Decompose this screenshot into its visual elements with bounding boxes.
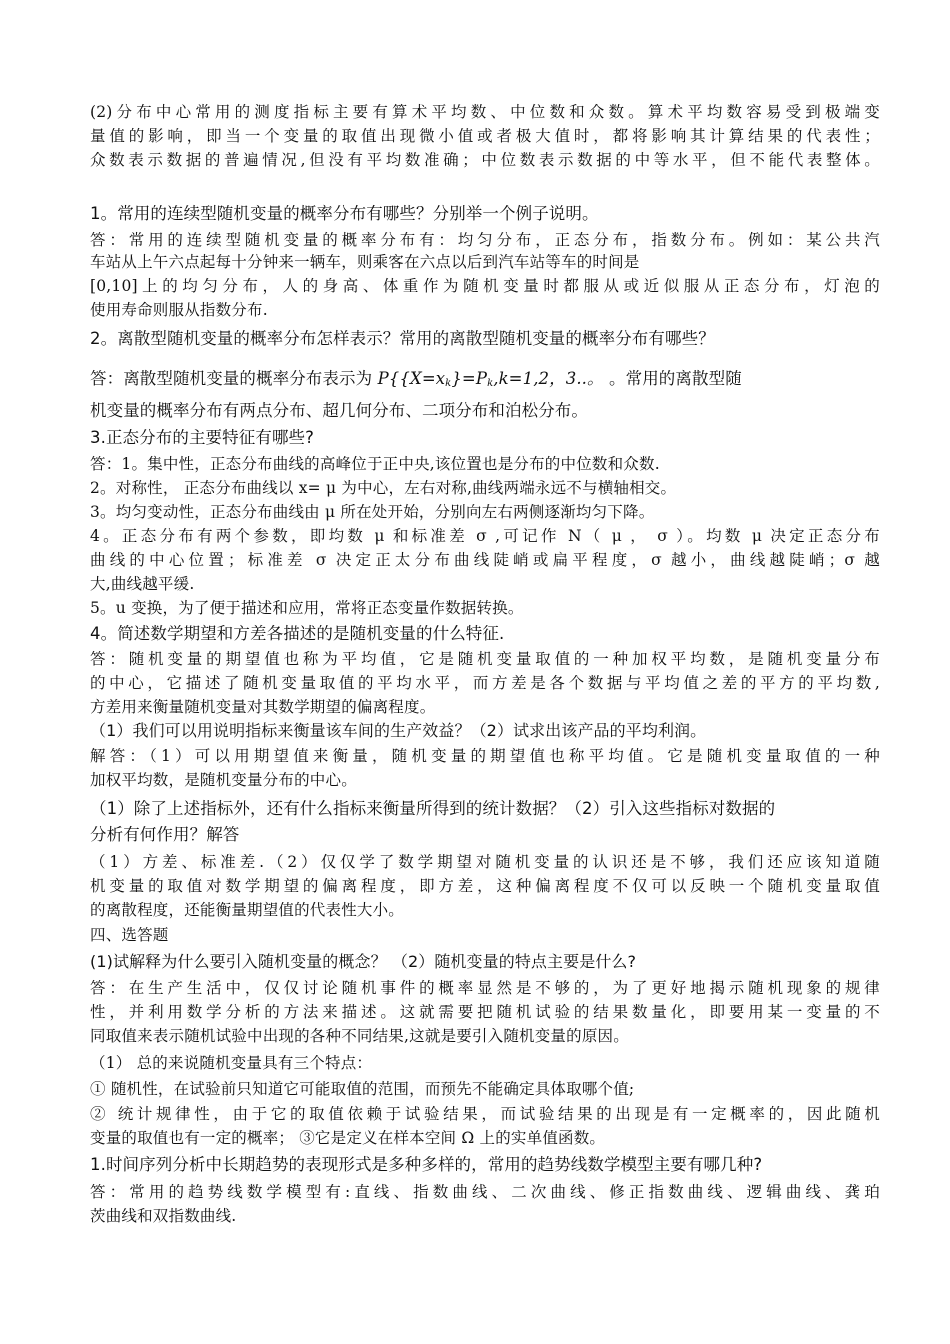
q5-answer-line-2: 加权平均数，是随机变量分布的中心。	[90, 771, 357, 789]
q3-answer-line-3: 3。均匀变动性，正态分布曲线由 μ 所在处开始，分别向左右两侧逐渐均匀下降。	[90, 503, 655, 521]
q1-answer-line-2: 车站从上午六点起每十分钟来一辆车，则乘客在六点以后到汽车站等车的时间是	[90, 253, 640, 271]
q1-answer-line-1: 答：常用的连续型随机变量的概率分布有：均匀分布，正态分布，指数分布。例如：某公共汽	[90, 231, 880, 249]
intro-line-3: 众数表示数据的普遍情况,但没有平均数准确；中位数表示数据的中等水平，但不能代表整体。	[90, 151, 880, 169]
q3-answer-line-1: 答：1。集中性，正态分布曲线的高峰位于正中央,该位置也是分布的中位数和众数.	[90, 455, 660, 473]
q4-answer-line-3: 方差用来衡量随机变量对其数学期望的偏离程度。	[90, 698, 436, 716]
section4-answer-line-3: 同取值来表示随机试验中出现的各种不同结果,这就是要引入随机变量的原因。	[90, 1027, 629, 1045]
q1-question: 1。常用的连续型随机变量的概率分布有哪些？分别举一个例子说明。	[90, 204, 599, 223]
q7-answer-line-1: 答：常用的趋势线数学模型有:直线、指数曲线、二次曲线、修正指数曲线、逻辑曲线、龚珀	[90, 1183, 880, 1201]
q7-question: 1.时间序列分析中长期趋势的表现形式是多种多样的，常用的趋势线数学模型主要有哪几种?	[90, 1155, 763, 1174]
section4-answer-line-2: 性，并利用数学分析的方法来描述。这就需要把随机试验的结果数量化，即要用某一变量的不	[90, 1003, 880, 1021]
q7-answer-line-2: 茨曲线和双指数曲线.	[90, 1207, 237, 1225]
q2-answer-prefix: 答：离散型随机变量的概率分布表示为	[90, 369, 373, 388]
q1-answer-line-4: 使用寿命则服从指数分布.	[90, 301, 268, 319]
q2-answer-line-2: 机变量的概率分布有两点分布、超几何分布、二项分布和泊松分布。	[90, 401, 588, 420]
q6-answer-line-3: 的离散程度，还能衡量期望值的代表性大小。	[90, 901, 405, 919]
q4-question: 4。简述数学期望和方差各描述的是随机变量的什么特征.	[90, 624, 505, 643]
q5-answer-line-1: 解答：（1）可以用期望值来衡量，随机变量的期望值也称平均值。它是随机变量取值的一种	[90, 747, 880, 765]
q3-answer-line-5: 曲线的中心位置；标准差 σ 决定正太分布曲线陡峭或扁平程度，σ 越小，曲线越陡峭；σ 越	[90, 551, 880, 569]
q6-question-line-2: 分析有何作用？解答	[90, 825, 240, 844]
section4-answer-line-4: （1） 总的来说随机变量具有三个特点：	[90, 1054, 373, 1072]
q3-answer-line-6: 大,曲线越平缓.	[90, 575, 195, 593]
q3-answer-line-4: 4。正态分布有两个参数，即均数 μ 和标准差 σ ,可记作 N（ μ ， σ ）。均数 μ 决定正态分布	[90, 527, 880, 545]
q2-answer-suffix: 。常用的离散型随	[609, 369, 742, 388]
q3-answer-line-2: 2。对称性， 正态分布曲线以 x= μ 为中心，左右对称,曲线两端永远不与横轴相交。	[90, 479, 677, 497]
q2-formula: $P\{\{X=x_k\}=P_k,k=1,2$，3..。	[377, 369, 604, 389]
section4-answer-line-5: ① 随机性，在试验前只知道它可能取值的范围，而预先不能确定具体取哪个值;	[90, 1080, 635, 1098]
q2-question: 2。离散型随机变量的概率分布怎样表示？常用的离散型随机变量的概率分布有哪些？	[90, 329, 715, 348]
q2-answer-line-1	[90, 366, 880, 392]
q6-question-line-1: （1）除了上述指标外，还有什么指标来衡量所得到的统计数据？（2）引入这些指标对数据的	[90, 799, 776, 818]
intro-line-2: 量值的影响，即当一个变量的取值出现微小值或者极大值时，都将影响其计算结果的代表性；	[90, 127, 880, 145]
q6-answer-line-2: 机变量的取值对数学期望的偏离程度，即方差，这种偏离程度不仅可以反映一个随机变量取值	[90, 877, 880, 895]
q1-answer-line-3: [0,10]上的均匀分布，人的身高、体重作为随机变量时都服从或近似服从正态分布，灯泡的	[90, 277, 880, 295]
q3-answer-line-7: 5。u 变换，为了便于描述和应用，常将正态变量作数据转换。	[90, 599, 524, 617]
section4-heading: 四、选答题	[90, 926, 169, 944]
section4-question: (1)试解释为什么要引入随机变量的概念？ （2）随机变量的特点主要是什么?	[90, 952, 637, 971]
q4-answer-line-1: 答：随机变量的期望值也称为平均值，它是随机变量取值的一种加权平均数，是随机变量分布	[90, 650, 880, 668]
section4-answer-line-6: ② 统计规律性，由于它的取值依赖于试验结果，而试验结果的出现是有一定概率的，因此随机	[90, 1105, 880, 1123]
q5-question: （1）我们可以用说明指标来衡量该车间的生产效益？（2）试求出该产品的平均利润。	[90, 721, 707, 740]
q3-question: 3.正态分布的主要特征有哪些?	[90, 428, 315, 447]
section4-answer-line-7: 变量的取值也有一定的概率； ③它是定义在样本空间 Ω 上的实单值函数。	[90, 1129, 606, 1147]
q4-answer-line-2: 的中心，它描述了随机变量取值的平均水平，而方差是各个数据与平均值之差的平方的平均数,	[90, 674, 880, 692]
section4-answer-line-1: 答：在生产生活中，仅仅讨论随机事件的概率显然是不够的，为了更好地揭示随机现象的规律	[90, 979, 880, 997]
intro-line-1: (2)分布中心常用的测度指标主要有算术平均数、中位数和众数。算术平均数容易受到极端变	[90, 103, 880, 121]
q6-answer-line-1: （1）方差、标准差.（2）仅仅学了数学期望对随机变量的认识还是不够，我们还应该知道随	[90, 853, 880, 871]
